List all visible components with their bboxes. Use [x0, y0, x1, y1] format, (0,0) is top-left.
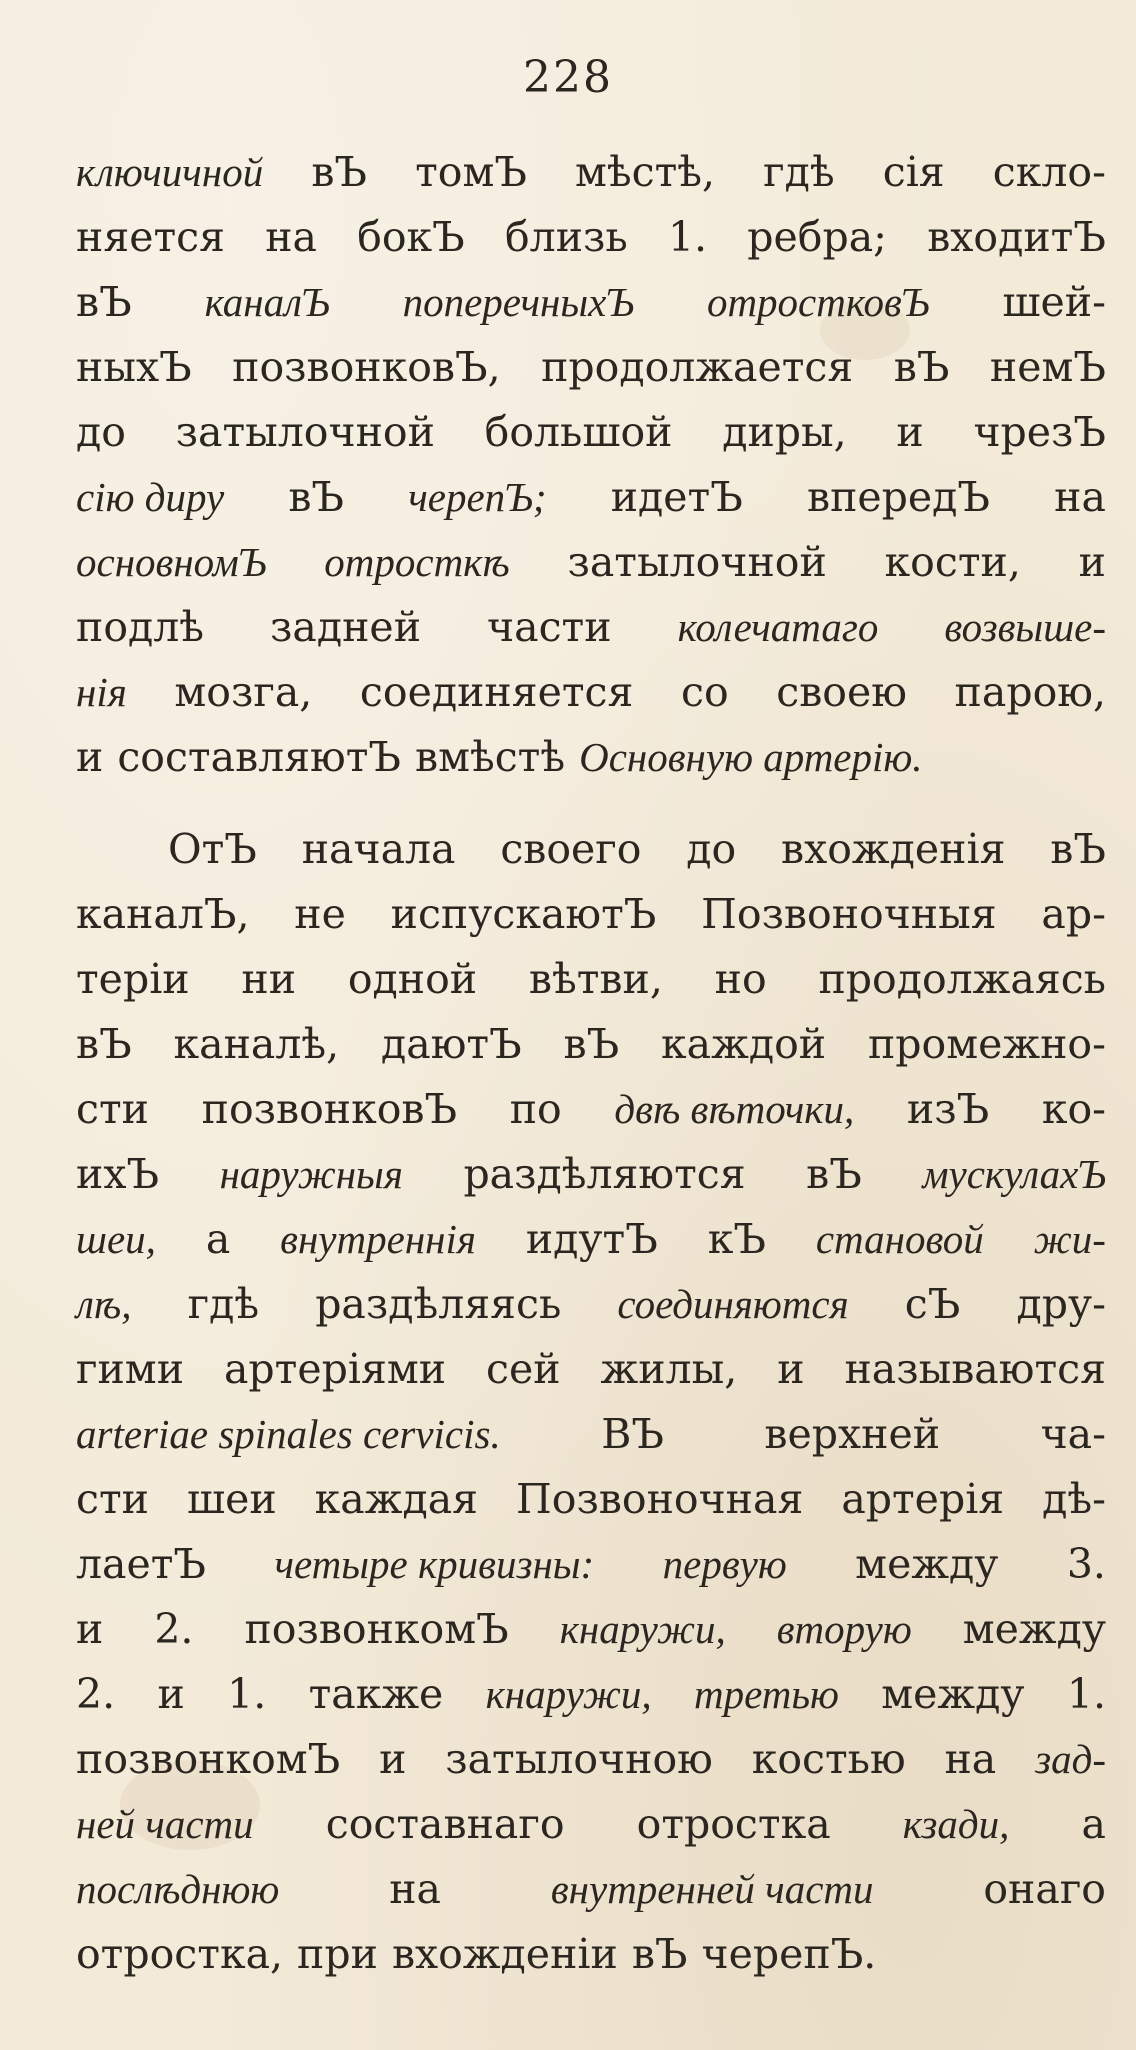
word: 2.: [76, 1670, 116, 1718]
word: впередЪ: [806, 473, 990, 521]
text-line: [76, 1662, 1106, 1727]
word: позвонкомЪ: [244, 1605, 509, 1653]
italic-word: зад-: [1035, 1736, 1106, 1782]
italic-word: мускулахЪ: [922, 1151, 1106, 1197]
word: скло-: [992, 148, 1106, 196]
word: и: [76, 1605, 104, 1653]
word: своею: [776, 668, 907, 716]
italic-word: каналЪ: [204, 279, 330, 325]
word: вмѣстѣ: [415, 733, 566, 781]
word: вЪ: [288, 473, 344, 521]
word: сія: [882, 148, 945, 196]
word: и: [1078, 538, 1106, 586]
paragraph-2: [76, 817, 1106, 1987]
word: начала: [301, 825, 456, 873]
text-line: [76, 1012, 1106, 1077]
word: 2.: [154, 1605, 194, 1653]
word: шеи: [186, 1475, 277, 1523]
word: вЪ: [311, 148, 367, 196]
word: сти: [76, 1085, 149, 1133]
word: затылочною: [445, 1735, 713, 1783]
word: сей: [485, 1345, 561, 1393]
word: идутЪ: [525, 1215, 658, 1263]
word: кости,: [884, 538, 1021, 586]
text-line: [76, 595, 1106, 660]
word: ни: [241, 955, 297, 1003]
word: на: [944, 1735, 997, 1783]
word: раздѣляются: [463, 1150, 746, 1198]
word: и: [76, 733, 104, 781]
italic-word: основномЪ: [76, 539, 267, 585]
text-line: [76, 205, 1106, 270]
text-line: [76, 882, 1106, 947]
italic-word: ней части: [76, 1801, 254, 1847]
paragraph-1: [76, 140, 1106, 790]
word: каналѣ,: [173, 1020, 340, 1068]
word: лаетЪ: [76, 1540, 207, 1588]
text-line: [76, 465, 1106, 530]
word: артерія: [841, 1475, 1005, 1523]
word: сти: [76, 1475, 149, 1523]
text-line: [76, 1727, 1106, 1792]
word: составнаго: [325, 1800, 565, 1848]
text-line: [76, 1597, 1106, 1662]
italic-word: отростковЪ: [706, 279, 930, 325]
word: парою,: [954, 668, 1106, 716]
word: онаго: [983, 1865, 1106, 1913]
word: ОтЪ: [168, 825, 257, 873]
italic-word: третью: [694, 1671, 839, 1717]
word: 1.: [667, 213, 708, 261]
text-line: [76, 1207, 1106, 1272]
text-line: [76, 660, 1106, 725]
text-line: [76, 817, 1106, 882]
word: своего: [500, 825, 642, 873]
word: испускаютЪ: [390, 890, 657, 938]
word: и: [896, 408, 924, 456]
word: бокЪ: [357, 213, 465, 261]
word: вѣтви,: [528, 955, 663, 1003]
italic-word: двѣ вѣточки,: [614, 1086, 855, 1132]
word: по: [509, 1085, 562, 1133]
word: теріи: [76, 955, 190, 1003]
italic-word: шеи,: [76, 1216, 156, 1262]
italic-word: соединяются: [617, 1281, 849, 1327]
word: затылочной: [567, 538, 827, 586]
word: не: [294, 890, 346, 938]
italic-word: четыре кривизны:: [274, 1541, 595, 1587]
word: промежно-: [867, 1020, 1106, 1068]
word: Позвоночная: [516, 1475, 804, 1523]
word: ар-: [1041, 890, 1106, 938]
word: вхожденія: [781, 825, 1006, 873]
word: томЪ: [415, 148, 527, 196]
word: гими: [76, 1345, 185, 1393]
word: близь: [504, 213, 628, 261]
word: составляютЪ: [117, 733, 402, 781]
word: позвонковЪ: [201, 1085, 458, 1133]
word: отростка: [636, 1800, 831, 1848]
word: продолжается: [541, 343, 854, 391]
word: большой: [484, 408, 673, 456]
word: каждая: [314, 1475, 479, 1523]
word: но: [714, 955, 767, 1003]
italic-word: первую: [662, 1541, 787, 1587]
word: черепЪ.: [701, 1930, 877, 1978]
text-line: [76, 140, 1106, 205]
text-line: [76, 947, 1106, 1012]
text-line: [76, 1922, 1106, 1987]
word: ко-: [1041, 1085, 1106, 1133]
word: ихЪ: [76, 1150, 160, 1198]
word: ныхЪ: [76, 343, 192, 391]
word: одной: [347, 955, 478, 1003]
word: гдѣ: [187, 1280, 260, 1328]
text-line: [76, 400, 1106, 465]
word: дѣ-: [1042, 1475, 1106, 1523]
italic-word: внутренней части: [550, 1866, 874, 1912]
word: а: [205, 1215, 231, 1263]
word: входитЪ: [927, 213, 1106, 261]
word: артеріями: [223, 1345, 447, 1393]
word: при: [297, 1930, 378, 1978]
text-line: [76, 1792, 1106, 1857]
word: и: [157, 1670, 185, 1718]
word: верхней: [764, 1410, 941, 1458]
word: подлѣ: [76, 603, 205, 651]
text-line: [76, 1532, 1106, 1597]
word: няется: [76, 213, 225, 261]
text-line: [76, 1337, 1106, 1402]
word: вЪ: [76, 1020, 132, 1068]
italic-word: послѣднюю: [76, 1866, 280, 1912]
italic-word: становой: [815, 1216, 984, 1262]
italic-word: сію диру: [76, 474, 225, 520]
word: каждой: [661, 1020, 827, 1068]
word: ВЪ: [601, 1410, 664, 1458]
italic-word: кнаружи,: [559, 1606, 726, 1652]
italic-word: Основную артерію.: [579, 734, 923, 780]
word: позвонкомЪ: [76, 1735, 341, 1783]
word: жилы,: [600, 1345, 738, 1393]
italic-word: черепЪ;: [408, 474, 547, 520]
word: ча-: [1040, 1410, 1106, 1458]
word: на: [1054, 473, 1106, 521]
text-line: [76, 1272, 1106, 1337]
word: части: [487, 603, 612, 651]
word: между: [962, 1605, 1106, 1653]
italic-word: ключичной: [76, 149, 264, 195]
word: затылочной: [175, 408, 435, 456]
text-line: [76, 1077, 1106, 1142]
word: называются: [844, 1345, 1106, 1393]
word: шей-: [1002, 278, 1106, 326]
word: гдѣ: [763, 148, 835, 196]
word: на: [265, 213, 317, 261]
word: изЪ: [906, 1085, 990, 1133]
word: Позвоночныя: [701, 890, 997, 938]
word: до: [76, 408, 126, 456]
word: до: [686, 825, 737, 873]
word: мѣстѣ,: [575, 148, 716, 196]
word: чрезЪ: [973, 408, 1106, 456]
word: 3.: [1066, 1540, 1106, 1588]
italic-word: возвыше-: [944, 604, 1106, 650]
word: соединяется: [359, 668, 634, 716]
word: продолжаясь: [818, 955, 1106, 1003]
word: позвонковЪ,: [232, 343, 501, 391]
text-line: [76, 270, 1106, 335]
italic-word: колечатаго: [677, 604, 879, 650]
text-line: [76, 1857, 1106, 1922]
word: кЪ: [707, 1215, 766, 1263]
word: каналЪ,: [76, 890, 250, 938]
word: 1.: [1066, 1670, 1106, 1718]
word: даютЪ: [381, 1020, 522, 1068]
word: вЪ: [806, 1150, 862, 1198]
word: задней: [270, 603, 422, 651]
word: вЪ: [563, 1020, 620, 1068]
text-line: [76, 1142, 1106, 1207]
word: вхожденіи: [391, 1930, 618, 1978]
word: на: [389, 1865, 441, 1913]
text-line: [76, 1467, 1106, 1532]
italic-word: жи-: [1033, 1216, 1106, 1262]
italic-word: arteriae spinales cervicis.: [76, 1411, 501, 1457]
italic-word: поперечныхЪ: [402, 279, 635, 325]
italic-word: кнаружи,: [485, 1671, 652, 1717]
word: между: [855, 1540, 999, 1588]
italic-word: лѣ,: [76, 1281, 132, 1327]
word: 1.: [227, 1670, 267, 1718]
italic-word: нія: [76, 669, 127, 715]
word: вЪ: [76, 278, 132, 326]
word: а: [1081, 1800, 1106, 1848]
word: вЪ: [631, 1930, 688, 1978]
word: диры,: [722, 408, 847, 456]
italic-word: отросткѣ: [324, 539, 510, 585]
text-line: [76, 725, 1106, 790]
word: немЪ: [989, 343, 1106, 391]
word: также: [308, 1670, 444, 1718]
italic-word: кзади,: [902, 1801, 1010, 1847]
word: идетЪ: [610, 473, 743, 521]
word: сЪ: [904, 1280, 961, 1328]
page-number: 228: [523, 52, 613, 103]
italic-word: внутреннія: [280, 1216, 476, 1262]
text-line: [76, 1402, 1106, 1467]
word: мозга,: [174, 668, 313, 716]
word: между: [881, 1670, 1025, 1718]
word: со: [680, 668, 729, 716]
word: вЪ: [1050, 825, 1106, 873]
word: и: [379, 1735, 407, 1783]
word: дру-: [1016, 1280, 1106, 1328]
word: и: [777, 1345, 805, 1393]
word: раздѣляясь: [315, 1280, 562, 1328]
word: костью: [751, 1735, 906, 1783]
text-line: [76, 335, 1106, 400]
italic-word: наружныя: [219, 1151, 403, 1197]
italic-word: вторую: [776, 1606, 912, 1652]
word: отростка,: [76, 1930, 284, 1978]
text-line: [76, 530, 1106, 595]
word: ребра;: [747, 213, 887, 261]
word: вЪ: [893, 343, 950, 391]
